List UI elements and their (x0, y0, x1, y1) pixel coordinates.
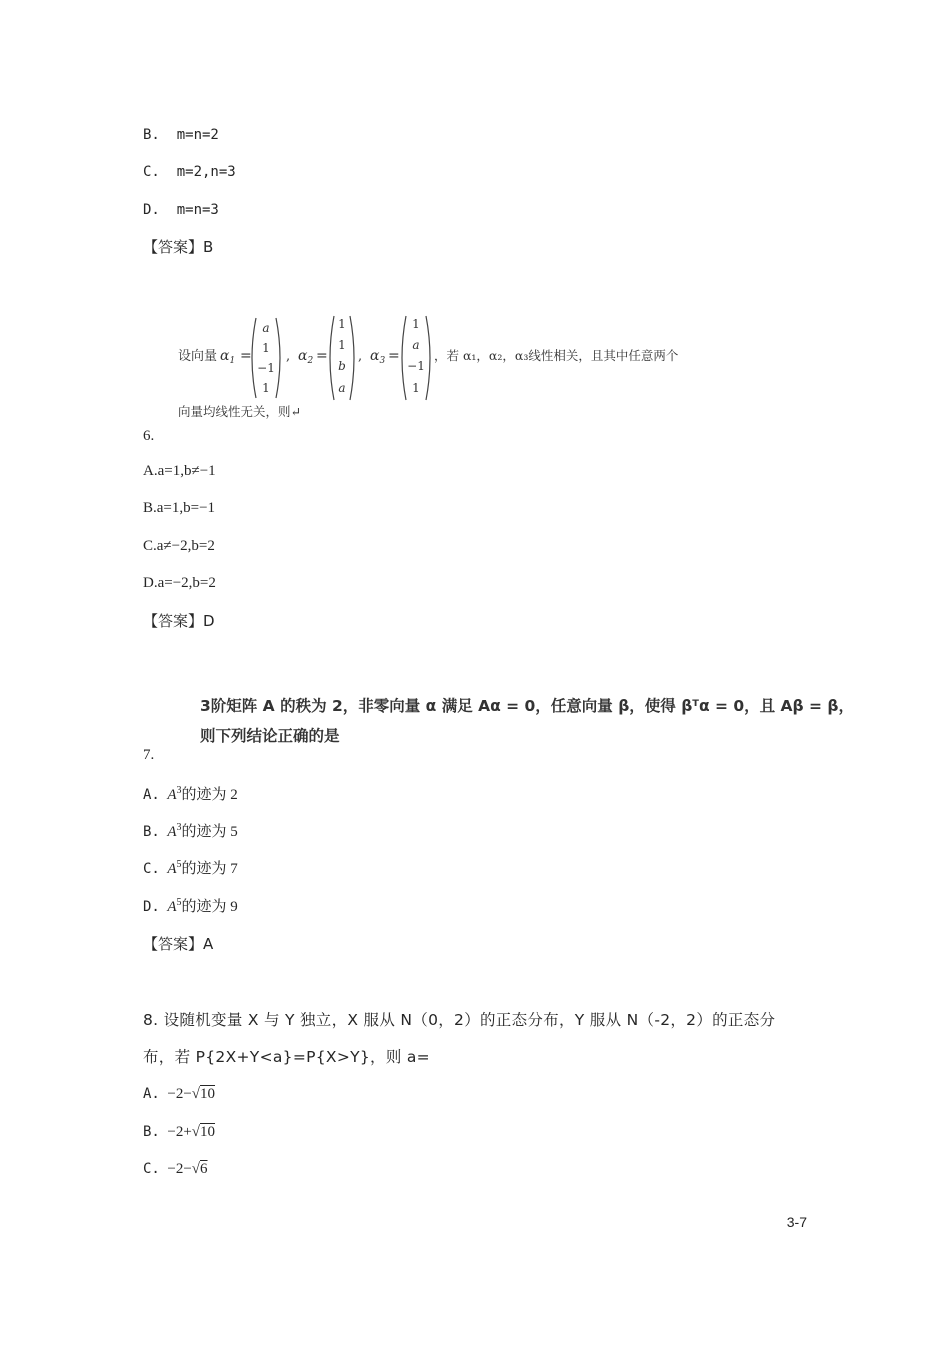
comma: , (286, 349, 291, 364)
alpha2-symbol: $\alpha_2$ (298, 348, 314, 366)
option-label: A. (143, 1086, 160, 1102)
matrix-symbol: A (167, 824, 177, 840)
alpha1-entry: a (262, 321, 270, 335)
option-label: C. (143, 1161, 160, 1177)
alpha2-entry: a (338, 381, 346, 395)
option-text: m=2,n=3 (176, 164, 236, 180)
q6-stem-image (176, 312, 716, 422)
alpha1-entry: 1 (262, 341, 270, 355)
option-text: 的迹为 5 (181, 824, 238, 840)
option-text: m=n=2 (176, 127, 219, 143)
q5-option-c (143, 162, 236, 182)
exponent: 5 (176, 897, 182, 908)
exponent: 3 (176, 822, 182, 833)
q7-option-d (143, 897, 238, 917)
q6-option-a (143, 461, 216, 481)
q6-stem-line2: 向量均线性无关，则↵ (178, 404, 301, 419)
alpha3-entry: a (412, 338, 420, 352)
q7-stem-image (200, 690, 855, 754)
comma: , (358, 349, 363, 364)
q8-stem-line2: 布，若 P{2X+Y<a}=P{X>Y}，则 a= (143, 1048, 430, 1066)
alpha1-symbol: $\alpha_1$ (220, 348, 236, 366)
alpha3-entry: 1 (412, 381, 420, 395)
option-text: 的迹为 9 (181, 899, 238, 915)
option-label: D. (143, 575, 158, 591)
q5-answer: 【答案】B (143, 238, 214, 256)
option-text: a=1,b=−1 (156, 500, 216, 516)
radicand: 6 (200, 1161, 208, 1177)
q8-option-b (143, 1122, 215, 1142)
exponent: 5 (176, 859, 182, 870)
bracket-right (426, 316, 430, 400)
option-text: a=1,b≠−1 (157, 463, 216, 479)
option-label: C. (143, 861, 160, 877)
q7-option-a (143, 785, 238, 805)
q6-answer: 【答案】D (143, 612, 215, 630)
option-label: C. (143, 164, 160, 180)
bracket-left (252, 318, 256, 398)
q8-option-a (143, 1084, 215, 1104)
q7-stem-line1: 3阶矩阵 A 的秩为 2，非零向量 α 满足 Aα = 0，任意向量 β，使得 βᵀα = 0，且 Aβ = β， (200, 697, 855, 715)
bracket-right (276, 318, 280, 398)
q7-number: 7. (143, 747, 155, 763)
option-text: m=n=3 (176, 202, 219, 218)
q7-answer: 【答案】A (143, 935, 214, 953)
bracket-left (402, 316, 406, 400)
radicand: 10 (200, 1086, 216, 1102)
radicand: 10 (200, 1124, 216, 1140)
q5-option-d (143, 200, 219, 220)
equals-sign: = (388, 348, 400, 364)
option-label: A. (143, 463, 158, 479)
option-label: A. (143, 787, 160, 803)
option-text: 的迹为 2 (181, 787, 238, 803)
alpha3-entry: 1 (412, 317, 420, 331)
q8-stem-line1: 8. 设随机变量 X 与 Y 独立，X 服从 N（0，2）的正态分布，Y 服从 N（-2，2）的正态分 (143, 1011, 776, 1029)
bracket-left (330, 316, 334, 400)
exponent: 3 (176, 785, 182, 796)
q8-option-c (143, 1159, 208, 1179)
q6-option-c (143, 536, 215, 556)
option-label: C. (143, 538, 157, 554)
option-label: B. (143, 824, 160, 840)
alpha2-entry: 1 (338, 317, 346, 331)
matrix-symbol: A (167, 787, 177, 803)
alpha3-entry: −1 (407, 359, 425, 373)
matrix-symbol: A (167, 861, 177, 877)
option-prefix: −2+√ (167, 1124, 201, 1140)
option-label: B. (143, 127, 160, 143)
option-label: D. (143, 202, 160, 218)
equals-sign: = (240, 348, 252, 364)
option-text: 的迹为 7 (181, 861, 238, 877)
option-prefix: −2−√ (167, 1161, 201, 1177)
alpha1-entry: 1 (262, 381, 270, 395)
q6-number: 6. (143, 428, 155, 444)
q6-option-b (143, 498, 215, 518)
option-text: a=−2,b=2 (157, 575, 216, 591)
option-prefix: −2−√ (167, 1086, 201, 1102)
alpha3-symbol: $\alpha_3$ (370, 348, 386, 366)
q6-option-d (143, 573, 216, 593)
bracket-right (350, 316, 354, 400)
matrix-symbol: A (167, 899, 177, 915)
q5-option-b (143, 125, 219, 145)
q7-option-c (143, 859, 238, 879)
page-number: 3-7 (786, 1214, 807, 1230)
option-label: D. (143, 899, 160, 915)
option-label: B. (143, 1124, 160, 1140)
q7-stem-line2: 则下列结论正确的是 (200, 727, 340, 745)
equals-sign: = (316, 348, 328, 364)
alpha2-entry: 1 (338, 338, 346, 352)
option-label: B. (143, 500, 157, 516)
q6-stem-suffix: ，若 α₁，α₂，α₃线性相关，且其中任意两个 (434, 348, 679, 363)
q7-option-b (143, 822, 238, 842)
option-text: a≠−2,b=2 (156, 538, 215, 554)
q6-vector-stem (176, 312, 716, 422)
q6-stem-prefix: 设向量 (178, 349, 218, 364)
alpha2-entry: b (338, 359, 346, 373)
alpha1-entry: −1 (257, 361, 275, 375)
